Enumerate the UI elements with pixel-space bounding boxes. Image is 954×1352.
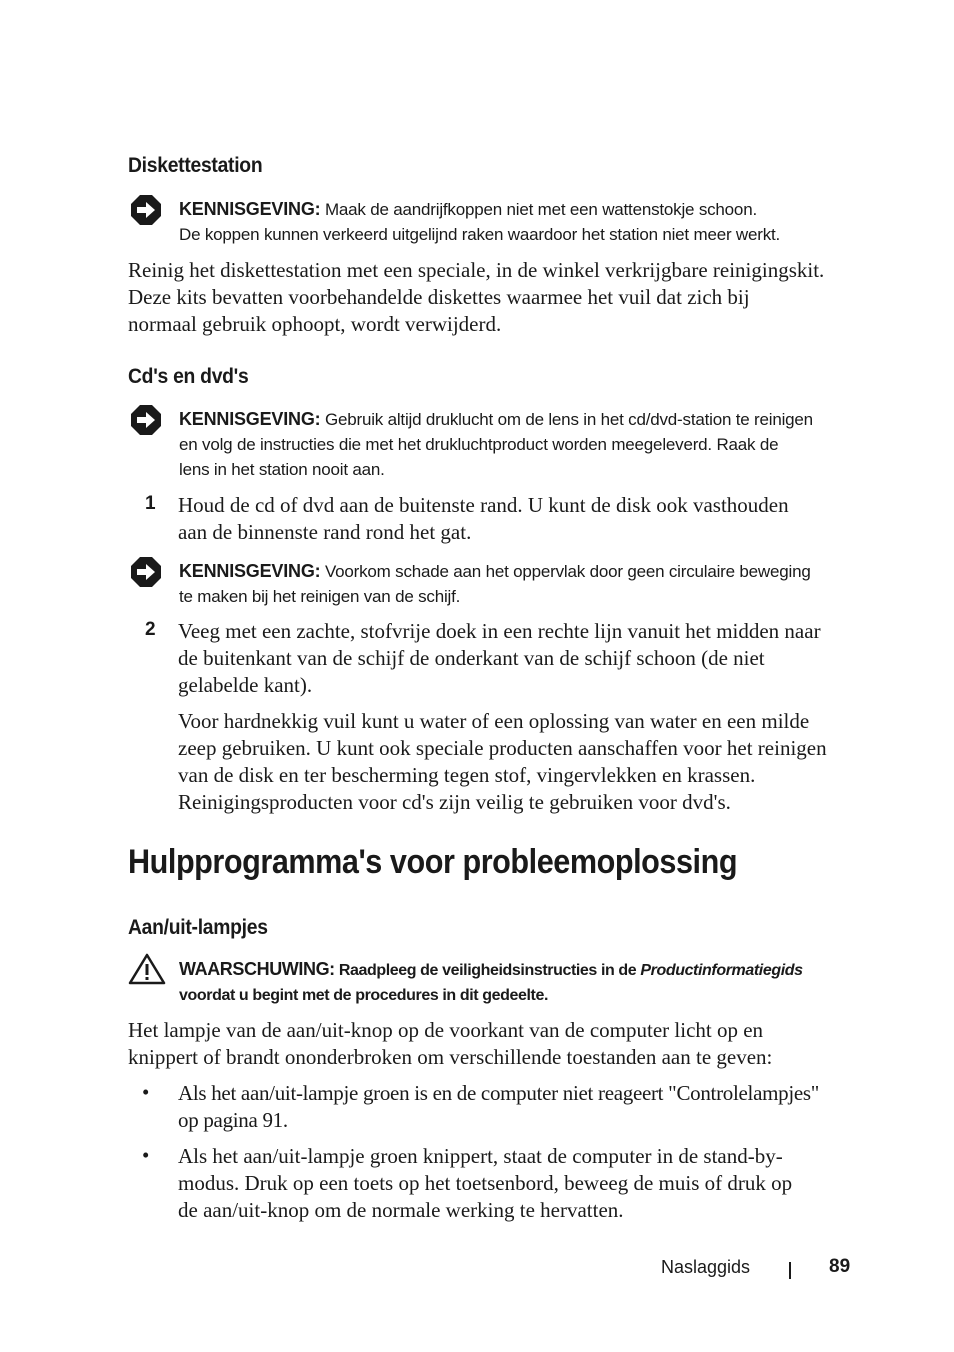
warning-safety: WAARSCHUWING: Raadpleeg de veiligheidsinstructies in de Productinformatiegids voordat u begint met de procedures in dit gedeelte. [179,959,803,1004]
notice-cd-lens: KENNISGEVING: Gebruik altijd druklucht om de lens in het cd/dvd-station te reinigen en volg de instructies die met het drukluchtproduct worden meegeleverd. Raak de lens in het station nooit aan. [179,409,813,479]
notice-circular-motion: KENNISGEVING: Voorkom schade aan het oppervlak door geen circulaire beweging te maken bij het reinigen van de schijf. [179,561,811,606]
bullet-marker: • [142,1080,150,1104]
section-heading-diskettestation: Diskettestation [128,154,263,177]
warning-triangle-icon [128,953,166,985]
step-number: 2 [145,619,156,640]
notice-icon [130,404,162,436]
section-heading-aan-uit-lampjes: Aan/uit-lampjes [128,916,268,939]
step-1-text: Houd de cd of dvd aan de buitenste rand. U kunt de disk ook vasthouden aan de binnenste rand rond het gat. [178,493,789,544]
notice-icon [130,194,162,226]
chapter-title: Hulpprogramma's voor probleemoplossing [128,843,738,881]
notice-diskettestation: KENNISGEVING: Maak de aandrijfkoppen niet met een wattenstokje schoon. De koppen kunnen verkeerd uitgelijnd raken waardoor het station niet meer werkt. [179,199,781,244]
page-number: 89 [829,1256,851,1277]
bullet-item-2: Als het aan/uit-lampje groen knippert, staat de computer in de stand-by- modus. Druk op een toets op het toetsenbord, beweeg de muis of druk op de aan/uit-knop om de normale werking te hervatten. [178,1144,793,1222]
notice-icon [130,556,162,588]
bullet-item-1: Als het aan/uit-lampje groen is en de computer niet reageert "Controlelampjes" op pagina 91. [178,1081,820,1132]
footer-label: Naslaggids [661,1257,751,1277]
step-number: 1 [145,493,156,514]
bullet-marker: • [142,1143,150,1167]
section-heading-cds-dvds: Cd's en dvd's [128,365,249,388]
paragraph-diskettestation: Reinig het diskettestation met een speciale, in de winkel verkrijgbare reinigingskit. Deze kits bevatten voorbehandelde diskettes waarmee het vuil dat zich bij normaal gebruik ophoopt, wordt verwijderd. [128,258,825,336]
footer-divider [789,1262,791,1279]
step-2-text: Veeg met een zachte, stofvrije doek in een rechte lijn vanuit het midden naar de buitenkant van de schijf de onderkant van de schijf schoon (de niet gelabelde kant). [178,619,821,697]
paragraph-power-light: Het lampje van de aan/uit-knop op de voorkant van de computer licht op en knippert of brandt ononderbroken om verschillende toestanden aan te geven: [128,1018,773,1069]
step-2-paragraph: Voor hardnekkig vuil kunt u water of een oplossing van water en een milde zeep gebruiken. U kunt ook speciale producten aanschaffen voor het reinigen van de disk en ter bescherming tegen stof, vingervlekken en krassen. Reinigingsproducten voor cd's zijn veilig te gebruiken voor dvd's. [178,709,827,814]
